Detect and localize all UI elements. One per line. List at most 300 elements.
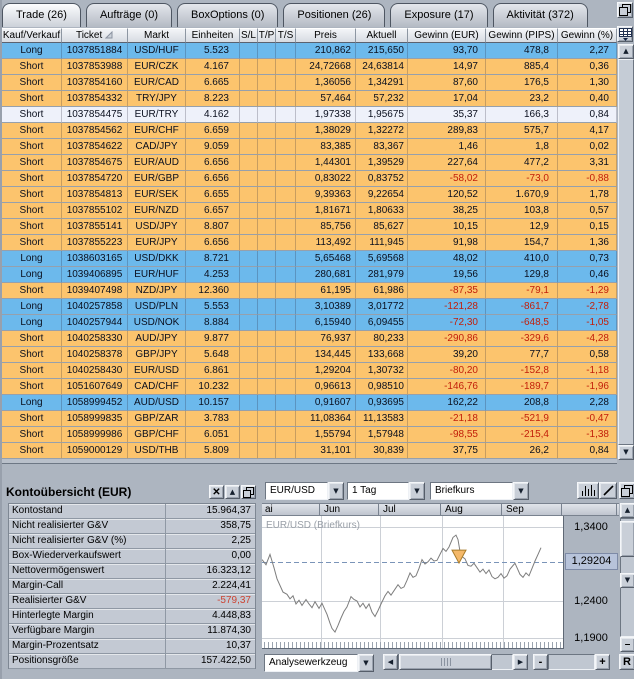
month-label-jul: Jul xyxy=(380,504,441,515)
cell-preis: 0,96613 xyxy=(296,379,356,395)
cell-g_pct: 2,27 xyxy=(558,43,617,59)
cell-markt: EUR/GBP xyxy=(128,171,186,187)
column-header-aktuell[interactable]: Aktuell xyxy=(356,28,408,43)
table-row-eur-cad[interactable] xyxy=(2,75,617,91)
account-row-value: 2,25 xyxy=(231,535,251,546)
cell-g_pips: -861,7 xyxy=(486,299,558,315)
column-header-g_eur[interactable]: Gewinn (EUR) xyxy=(408,28,486,43)
cell-sl xyxy=(240,427,258,443)
cell-preis: 61,195 xyxy=(296,283,356,299)
dropdown-button[interactable] xyxy=(328,482,344,500)
cell-g_pct: -0,47 xyxy=(558,411,617,427)
cell-preis: 1,38029 xyxy=(296,123,356,139)
triangle-right-icon: ▶ xyxy=(517,657,524,666)
cell-g_eur: 227,64 xyxy=(408,155,486,171)
cell-g_pct: 0,84 xyxy=(558,443,617,459)
cell-side: Short xyxy=(2,443,62,459)
account-row xyxy=(9,504,255,519)
cell-aktuell: 215,650 xyxy=(356,43,408,59)
cell-g_pips: -79,1 xyxy=(486,283,558,299)
cell-side: Short xyxy=(2,139,62,155)
cell-sl xyxy=(240,91,258,107)
cell-ticket: 1039407498 xyxy=(62,283,128,299)
cell-ts xyxy=(276,59,296,75)
cell-sl xyxy=(240,299,258,315)
cell-preis: 113,492 xyxy=(296,235,356,251)
chart-scroll-left-button[interactable] xyxy=(383,654,398,670)
cell-tp xyxy=(258,251,276,267)
cell-ts xyxy=(276,427,296,443)
cell-g_pips: -73,0 xyxy=(486,171,558,187)
cell-ts xyxy=(276,331,296,347)
bar-chart-icon xyxy=(581,485,595,496)
cell-preis: 1,29204 xyxy=(296,363,356,379)
current-price-label: 1,29204 xyxy=(565,553,618,570)
cell-aktuell: 1,80633 xyxy=(356,203,408,219)
cell-aktuell: 83,367 xyxy=(356,139,408,155)
cell-ts xyxy=(276,283,296,299)
cell-ticket: 1058999986 xyxy=(62,427,128,443)
column-header-ts[interactable]: T/S xyxy=(276,28,296,43)
cell-g_pips: 575,7 xyxy=(486,123,558,139)
month-label-ai: ai xyxy=(262,504,320,515)
cell-sl xyxy=(240,395,258,411)
cell-sl xyxy=(240,219,258,235)
cell-einheiten: 5.809 xyxy=(186,443,240,459)
sort-icon xyxy=(105,31,113,39)
cell-side: Short xyxy=(2,203,62,219)
zoom-out-button[interactable]: - xyxy=(533,654,548,670)
cell-ts xyxy=(276,379,296,395)
cell-g_pct: -1,05 xyxy=(558,315,617,331)
cell-sl xyxy=(240,59,258,75)
cell-einheiten: 3.783 xyxy=(186,411,240,427)
cell-aktuell: 1,57948 xyxy=(356,427,408,443)
cell-g_eur: -87,35 xyxy=(408,283,486,299)
cell-preis: 5,65468 xyxy=(296,251,356,267)
column-header-g_pct[interactable]: Gewinn (%) xyxy=(558,28,617,43)
cell-ticket: 1039406895 xyxy=(62,267,128,283)
cell-preis: 6,15940 xyxy=(296,315,356,331)
account-row-value: 16.323,12 xyxy=(206,565,251,576)
tab-auftr-ge-0-[interactable]: Aufträge (0) xyxy=(86,3,172,27)
cell-side: Short xyxy=(2,123,62,139)
cell-sl xyxy=(240,267,258,283)
column-header-einheiten[interactable]: Einheiten xyxy=(186,28,240,43)
column-header-g_pips[interactable]: Gewinn (PIPS) xyxy=(486,28,558,43)
cell-sl xyxy=(240,347,258,363)
analysis-tool-select[interactable] xyxy=(264,654,374,672)
cell-aktuell: 11,13583 xyxy=(356,411,408,427)
chart-month-axis xyxy=(262,503,619,516)
cell-einheiten: 6.659 xyxy=(186,123,240,139)
cell-sl xyxy=(240,43,258,59)
cell-ticket: 1058999452 xyxy=(62,395,128,411)
cell-markt: USD/DKK xyxy=(128,251,186,267)
tab-exposure-17-[interactable]: Exposure (17) xyxy=(390,3,487,27)
cell-g_pct: 0,84 xyxy=(558,107,617,123)
account-row-value: 0,00 xyxy=(231,550,251,561)
cell-einheiten: 8.884 xyxy=(186,315,240,331)
account-row-value: 157.422,50 xyxy=(200,655,251,666)
account-row xyxy=(9,534,255,549)
table-row-cad-jpy[interactable] xyxy=(2,139,617,155)
cell-g_eur: 1,46 xyxy=(408,139,486,155)
chart-vzoom-out-button[interactable] xyxy=(620,637,634,652)
cell-ts xyxy=(276,267,296,283)
cell-sl xyxy=(240,155,258,171)
cell-sl xyxy=(240,171,258,187)
column-header-tp[interactable]: T/P xyxy=(258,30,275,41)
cell-sl xyxy=(240,331,258,347)
cell-g_pips: -152,8 xyxy=(486,363,558,379)
period-select[interactable] xyxy=(347,482,425,500)
cell-g_pct: -4,28 xyxy=(558,331,617,347)
cell-g_pips: 477,2 xyxy=(486,155,558,171)
cell-preis: 0,83022 xyxy=(296,171,356,187)
column-header-ticket[interactable]: Ticket xyxy=(62,28,128,43)
cell-g_pct: 0,73 xyxy=(558,251,617,267)
chart-scroll-right-button[interactable] xyxy=(513,654,528,670)
table-row-try-jpy[interactable] xyxy=(2,91,617,107)
chevron-down-icon: ▼ xyxy=(414,486,420,495)
cell-markt: EUR/AUD xyxy=(128,155,186,171)
cell-g_eur: -290,86 xyxy=(408,331,486,347)
table-row-usd-pln[interactable] xyxy=(2,299,617,315)
cell-g_eur: 162,22 xyxy=(408,395,486,411)
table-row-cad-chf[interactable] xyxy=(2,379,617,395)
cell-g_eur: 39,20 xyxy=(408,347,486,363)
table-row-eur-usd[interactable] xyxy=(2,363,617,379)
table-row-eur-huf[interactable] xyxy=(2,267,617,283)
cell-preis: 83,385 xyxy=(296,139,356,155)
cell-g_eur: 37,75 xyxy=(408,443,486,459)
table-row-gbp-chf[interactable] xyxy=(2,427,617,443)
cell-aktuell: 3,01772 xyxy=(356,299,408,315)
popout-window-button[interactable] xyxy=(617,2,633,18)
cell-ticket: 1037853988 xyxy=(62,59,128,75)
cell-g_pips: -215,4 xyxy=(486,427,558,443)
cell-g_pips: -189,7 xyxy=(486,379,558,395)
account-row xyxy=(9,609,255,624)
cell-markt: GBP/JPY xyxy=(128,347,186,363)
cell-ts xyxy=(276,395,296,411)
account-row-label: Kontostand xyxy=(9,504,166,518)
table-row-eur-chf[interactable] xyxy=(2,123,617,139)
cell-einheiten: 6.665 xyxy=(186,75,240,91)
table-row-eur-try[interactable] xyxy=(2,107,617,123)
cell-ticket: 1037854622 xyxy=(62,139,128,155)
account-row-label: Nicht realisierter G&V xyxy=(9,519,166,533)
table-row-eur-nzd[interactable] xyxy=(2,203,617,219)
cell-ts xyxy=(276,219,296,235)
cell-ts xyxy=(276,139,296,155)
cell-markt: GBP/ZAR xyxy=(128,411,186,427)
dropdown-button[interactable] xyxy=(409,482,425,500)
cell-g_eur: 93,70 xyxy=(408,43,486,59)
grip-icon xyxy=(441,658,451,666)
cell-tp xyxy=(258,411,276,427)
dropdown-button[interactable] xyxy=(513,482,529,500)
table-row-gbp-zar[interactable] xyxy=(2,411,617,427)
cell-ticket: 1037854160 xyxy=(62,75,128,91)
account-summary-table xyxy=(8,503,256,669)
cell-side: Long xyxy=(2,395,62,411)
cell-aktuell: 281,979 xyxy=(356,267,408,283)
triangle-down-icon: ▼ xyxy=(623,448,629,456)
cell-preis: 1,55794 xyxy=(296,427,356,443)
table-row-usd-jpy[interactable] xyxy=(2,219,617,235)
account-row-value: 15.964,37 xyxy=(206,505,251,516)
price-tick-label: 1,3400 xyxy=(574,521,608,533)
chart-scroll-up-button[interactable] xyxy=(620,503,634,518)
cell-ticket: 1037854332 xyxy=(62,91,128,107)
cell-side: Short xyxy=(2,187,62,203)
overlapping-windows-icon xyxy=(619,4,631,16)
cell-aktuell: 1,30732 xyxy=(356,363,408,379)
cell-markt: CAD/CHF xyxy=(128,379,186,395)
cell-g_pips: 12,9 xyxy=(486,219,558,235)
cell-ticket: 1040257858 xyxy=(62,299,128,315)
chart-bottom-bar xyxy=(262,652,634,673)
cell-einheiten: 10.157 xyxy=(186,395,240,411)
cell-einheiten: 8.807 xyxy=(186,219,240,235)
cell-g_pips: 1,8 xyxy=(486,139,558,155)
cell-side: Long xyxy=(2,315,62,331)
cell-tp xyxy=(258,427,276,443)
table-row-eur-jpy[interactable] xyxy=(2,235,617,251)
cell-sl xyxy=(240,139,258,155)
tab-aktivit-t-372-[interactable]: Aktivität (372) xyxy=(493,3,588,27)
cell-g_pct: 2,28 xyxy=(558,395,617,411)
chart-plot-area[interactable] xyxy=(262,516,564,649)
table-row-gbp-jpy[interactable] xyxy=(2,347,617,363)
cell-aktuell: 85,627 xyxy=(356,219,408,235)
table-scrollbar[interactable] xyxy=(618,44,634,460)
cell-aktuell: 5,69568 xyxy=(356,251,408,267)
close-panel-button[interactable] xyxy=(209,485,224,499)
account-row-value: 2.224,41 xyxy=(212,580,251,591)
cell-sl xyxy=(240,75,258,91)
order-marker-icon xyxy=(452,550,466,563)
cell-tp xyxy=(258,107,276,123)
cell-side: Short xyxy=(2,59,62,75)
cell-g_pips: -648,5 xyxy=(486,315,558,331)
cell-tp xyxy=(258,395,276,411)
zoom-slider-track[interactable] xyxy=(548,654,595,670)
chart-vertical-scrollbar[interactable] xyxy=(620,503,634,652)
table-row-eur-gbp[interactable] xyxy=(2,171,617,187)
chart-scrollbar-thumb[interactable] xyxy=(620,521,634,557)
cell-preis: 85,756 xyxy=(296,219,356,235)
price-type-select[interactable] xyxy=(430,482,529,500)
instrument-select[interactable] xyxy=(265,482,344,500)
account-row xyxy=(9,564,255,579)
tab-boxoptions-0-[interactable]: BoxOptions (0) xyxy=(177,3,278,27)
cell-preis: 11,08364 xyxy=(296,411,356,427)
cell-markt: CAD/JPY xyxy=(128,139,186,155)
cell-einheiten: 6.656 xyxy=(186,171,240,187)
cell-sl xyxy=(240,107,258,123)
chart-scroll-down-button[interactable] xyxy=(620,573,634,588)
cell-g_eur: -72,30 xyxy=(408,315,486,331)
table-row-aud-jpy[interactable] xyxy=(2,331,617,347)
cell-einheiten: 8.223 xyxy=(186,91,240,107)
cell-side: Short xyxy=(2,411,62,427)
cell-markt: EUR/HUF xyxy=(128,267,186,283)
cell-g_pct: 0,58 xyxy=(558,347,617,363)
cell-aktuell: 1,34291 xyxy=(356,75,408,91)
cell-g_eur: 14,97 xyxy=(408,59,486,75)
cell-g_pct: 1,30 xyxy=(558,75,617,91)
cell-ticket: 1040257944 xyxy=(62,315,128,331)
instrument-value: EUR/USD xyxy=(265,482,328,500)
tab-positionen-26-[interactable]: Positionen (26) xyxy=(283,3,385,27)
account-row-label: Hinterlegte Margin xyxy=(9,609,166,623)
scroll-up-button[interactable] xyxy=(618,44,634,59)
chart-title: EUR/USD (Briefkurs) xyxy=(266,520,360,531)
close-icon: ✕ xyxy=(212,486,221,498)
cell-markt: NZD/JPY xyxy=(128,283,186,299)
cell-markt: AUD/USD xyxy=(128,395,186,411)
cell-sl xyxy=(240,363,258,379)
dropdown-button[interactable] xyxy=(358,654,374,672)
cell-g_eur: -58,02 xyxy=(408,171,486,187)
chart-reset-button[interactable]: R xyxy=(619,654,634,670)
month-label-jun: Jun xyxy=(321,504,379,515)
cell-preis: 134,445 xyxy=(296,347,356,363)
cell-g_pips: 23,2 xyxy=(486,91,558,107)
table-row-eur-czk[interactable] xyxy=(2,59,617,75)
cell-side: Short xyxy=(2,363,62,379)
cell-ticket: 1037854475 xyxy=(62,107,128,123)
column-header-side[interactable]: Kauf/Verkauf xyxy=(2,30,61,41)
scrollbar-track[interactable] xyxy=(618,59,634,445)
cell-ticket: 1037854720 xyxy=(62,171,128,187)
cell-g_pct: -1,38 xyxy=(558,427,617,443)
cell-einheiten: 5.648 xyxy=(186,347,240,363)
scroll-down-button[interactable] xyxy=(618,445,634,460)
cell-markt: USD/THB xyxy=(128,443,186,459)
cell-aktuell: 1,95675 xyxy=(356,107,408,123)
cell-einheiten: 4.162 xyxy=(186,107,240,123)
chart-hscroll-thumb[interactable] xyxy=(399,654,492,670)
cell-tp xyxy=(258,123,276,139)
cell-markt: USD/HUF xyxy=(128,43,186,59)
cell-tp xyxy=(258,43,276,59)
table-row-usd-nok[interactable] xyxy=(2,315,617,331)
account-row-label: Positionsgröße xyxy=(9,654,166,668)
month-axis-filler xyxy=(563,504,617,515)
cell-sl xyxy=(240,379,258,395)
cell-aktuell: 61,986 xyxy=(356,283,408,299)
cell-g_eur: 38,25 xyxy=(408,203,486,219)
chevron-down-icon: ▼ xyxy=(333,486,339,495)
cell-g_eur: 289,83 xyxy=(408,123,486,139)
chevron-down-icon: ▼ xyxy=(518,486,524,495)
cell-ts xyxy=(276,315,296,331)
column-header-preis[interactable]: Preis xyxy=(296,28,356,43)
cell-tp xyxy=(258,379,276,395)
cell-g_pct: 0,40 xyxy=(558,91,617,107)
cell-g_pct: 3,31 xyxy=(558,155,617,171)
price-tick-label: 1,2400 xyxy=(574,595,608,607)
tab-trade-26-[interactable]: Trade (26) xyxy=(2,3,81,27)
triangle-up-icon: ▲ xyxy=(623,47,629,55)
table-row-aud-usd[interactable] xyxy=(2,395,617,411)
cell-g_pips: 103,8 xyxy=(486,203,558,219)
zoom-in-button[interactable]: + xyxy=(595,654,610,670)
cell-tp xyxy=(258,203,276,219)
cell-g_pips: 77,7 xyxy=(486,347,558,363)
column-header-sl[interactable]: S/L xyxy=(240,30,256,41)
account-summary-panel xyxy=(2,481,258,678)
collapse-panel-button[interactable] xyxy=(225,485,240,499)
cell-g_pct: 0,02 xyxy=(558,139,617,155)
table-settings-button[interactable] xyxy=(617,26,633,42)
column-header-markt[interactable]: Markt xyxy=(128,28,186,43)
cell-tp xyxy=(258,155,276,171)
cell-markt: EUR/CZK xyxy=(128,59,186,75)
cell-markt: TRY/JPY xyxy=(128,91,186,107)
cell-preis: 1,97338 xyxy=(296,107,356,123)
cell-tp xyxy=(258,347,276,363)
cell-ticket: 1037855141 xyxy=(62,219,128,235)
cell-g_pips: 26,2 xyxy=(486,443,558,459)
account-row xyxy=(9,579,255,594)
cell-side: Long xyxy=(2,267,62,283)
cell-ticket: 1040258378 xyxy=(62,347,128,363)
popout-chart-button[interactable] xyxy=(619,482,634,499)
cell-einheiten: 6.861 xyxy=(186,363,240,379)
table-row-eur-sek[interactable] xyxy=(2,187,617,203)
price-line xyxy=(262,535,541,632)
table-row-nzd-jpy[interactable] xyxy=(2,283,617,299)
cell-aktuell: 30,839 xyxy=(356,443,408,459)
trendline-icon xyxy=(603,485,614,496)
chart-type-button[interactable] xyxy=(577,482,599,499)
table-row-usd-dkk[interactable] xyxy=(2,251,617,267)
cell-g_pct: 0,15 xyxy=(558,219,617,235)
account-row xyxy=(9,519,255,534)
month-label-sep: Sep xyxy=(503,504,562,515)
popout-panel-button[interactable] xyxy=(241,485,256,499)
triangle-down-icon: ▼ xyxy=(624,576,631,584)
cell-side: Short xyxy=(2,155,62,171)
cell-ts xyxy=(276,187,296,203)
cell-g_pct: 4,17 xyxy=(558,123,617,139)
cell-ts xyxy=(276,443,296,459)
cell-ticket: 1051607649 xyxy=(62,379,128,395)
month-label-aug: Aug xyxy=(442,504,502,515)
table-row-usd-thb[interactable] xyxy=(2,443,617,459)
cell-sl xyxy=(240,411,258,427)
cell-side: Short xyxy=(2,331,62,347)
account-row-label: Verfügbare Margin xyxy=(9,624,166,638)
cell-ts xyxy=(276,171,296,187)
cell-side: Short xyxy=(2,171,62,187)
table-row-eur-aud[interactable] xyxy=(2,155,617,171)
account-row-value: -579,37 xyxy=(217,595,251,606)
cell-ts xyxy=(276,235,296,251)
account-row-label: Realisierter G&V xyxy=(9,594,166,608)
cell-preis: 0,91607 xyxy=(296,395,356,411)
account-row-label: Nicht realisierter G&V (%) xyxy=(9,534,166,548)
draw-line-button[interactable] xyxy=(599,482,617,499)
grid-export-icon xyxy=(619,28,632,41)
table-row-usd-huf[interactable] xyxy=(2,43,617,59)
cell-einheiten: 5.553 xyxy=(186,299,240,315)
